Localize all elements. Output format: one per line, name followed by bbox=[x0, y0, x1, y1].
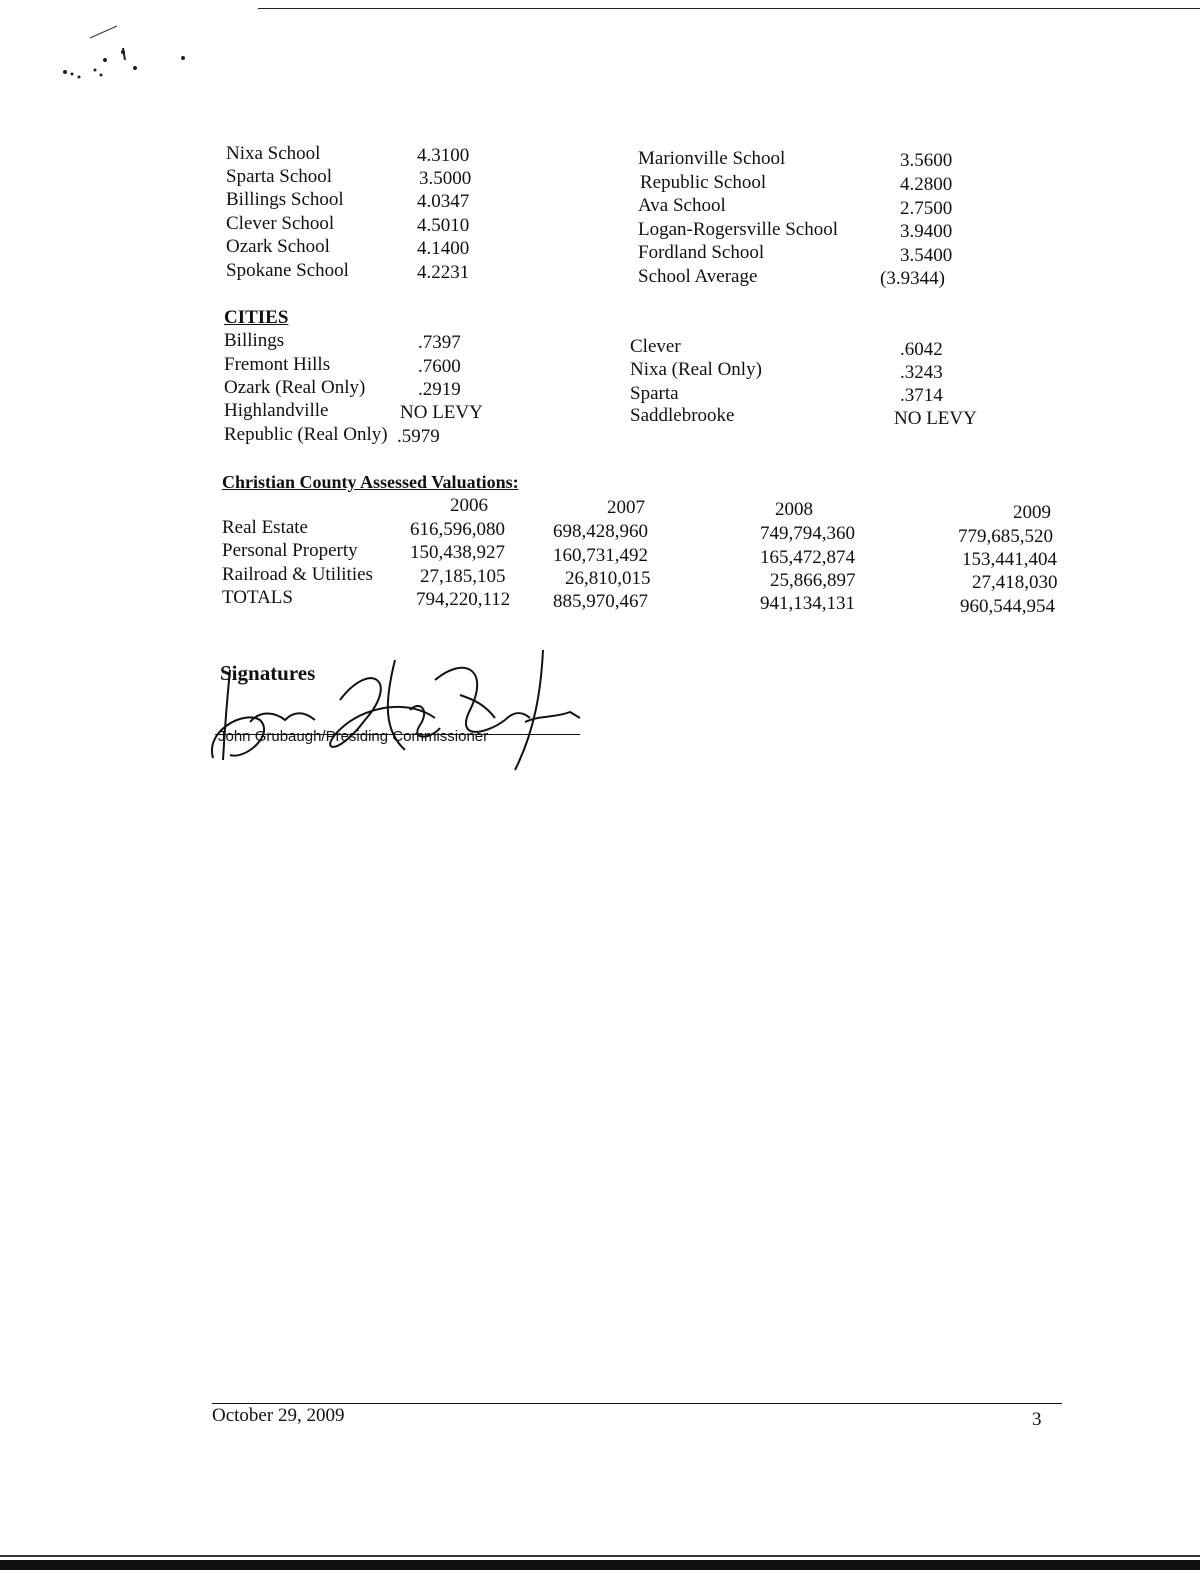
table-cell: 27,185,105 bbox=[420, 566, 506, 587]
school-name: Clever School bbox=[226, 213, 335, 234]
school-rate: 4.1400 bbox=[417, 238, 470, 259]
scan-edge-band bbox=[0, 1560, 1200, 1570]
top-rule bbox=[258, 8, 1200, 9]
school-rate: 3.5000 bbox=[419, 168, 472, 189]
table-cell: 616,596,080 bbox=[410, 519, 505, 540]
city-name: Highlandville bbox=[224, 400, 329, 421]
city-name: Saddlebrooke bbox=[630, 405, 735, 426]
table-cell: 160,731,492 bbox=[553, 545, 648, 566]
table-cell: 749,794,360 bbox=[760, 523, 855, 544]
table-cell: 698,428,960 bbox=[553, 521, 648, 542]
school-name: Ozark School bbox=[226, 236, 330, 257]
table-cell: 885,970,467 bbox=[553, 591, 648, 612]
school-name: Sparta School bbox=[226, 166, 333, 187]
school-name: Logan-Rogersville School bbox=[638, 219, 838, 240]
table-cell: 794,220,112 bbox=[416, 589, 511, 610]
school-name: Republic School bbox=[640, 172, 767, 193]
row-label: TOTALS bbox=[222, 587, 293, 608]
valuations-heading: Christian County Assessed Valuations: bbox=[222, 472, 519, 492]
city-rate: .7600 bbox=[418, 356, 461, 377]
school-rate: 3.5600 bbox=[900, 150, 953, 171]
school-rate: (3.9344) bbox=[880, 268, 945, 289]
city-rate: .7397 bbox=[418, 332, 461, 353]
table-cell: 779,685,520 bbox=[958, 526, 1053, 547]
school-name: School Average bbox=[638, 266, 758, 287]
school-rate: 4.3100 bbox=[417, 145, 470, 166]
row-label: Personal Property bbox=[222, 540, 358, 561]
city-name: Billings bbox=[224, 330, 285, 351]
scan-edge-line bbox=[0, 1555, 1200, 1557]
table-cell: 26,810,015 bbox=[565, 568, 651, 589]
table-cell: 27,418,030 bbox=[972, 572, 1058, 593]
city-name: Republic (Real Only) bbox=[224, 424, 388, 445]
signature-caption: John Grubaugh/Presiding Commissioner bbox=[218, 728, 489, 745]
school-name: Marionville School bbox=[638, 148, 786, 169]
school-rate: 4.0347 bbox=[417, 191, 470, 212]
school-name: Fordland School bbox=[638, 242, 765, 263]
row-label: Real Estate bbox=[222, 517, 308, 538]
city-rate: .6042 bbox=[900, 339, 943, 360]
city-rate: .3714 bbox=[900, 385, 943, 406]
table-cell: 165,472,874 bbox=[760, 547, 855, 568]
city-rate: NO LEVY bbox=[400, 402, 483, 423]
year-header: 2006 bbox=[450, 495, 488, 516]
city-rate: .2919 bbox=[418, 379, 461, 400]
city-name: Clever bbox=[630, 336, 681, 357]
city-rate: NO LEVY bbox=[894, 408, 977, 429]
school-rate: 3.9400 bbox=[900, 221, 953, 242]
signatures-heading: Signatures bbox=[220, 661, 316, 685]
row-label: Railroad & Utilities bbox=[222, 564, 373, 585]
school-rate: 3.5400 bbox=[900, 245, 953, 266]
table-cell: 960,544,954 bbox=[960, 596, 1055, 617]
footer-date: October 29, 2009 bbox=[212, 1405, 345, 1426]
scan-specks bbox=[55, 20, 195, 90]
year-header: 2008 bbox=[775, 499, 813, 520]
footer-rule bbox=[212, 1403, 1062, 1404]
school-rate: 4.2800 bbox=[900, 174, 953, 195]
table-cell: 25,866,897 bbox=[770, 570, 856, 591]
school-rate: 4.5010 bbox=[417, 215, 470, 236]
handwritten-signature bbox=[205, 640, 585, 780]
table-cell: 150,438,927 bbox=[410, 542, 505, 563]
city-name: Ozark (Real Only) bbox=[224, 377, 366, 398]
year-header: 2009 bbox=[1013, 502, 1051, 523]
school-name: Billings School bbox=[226, 189, 344, 210]
city-rate: .5979 bbox=[397, 426, 440, 447]
city-rate: .3243 bbox=[900, 362, 943, 383]
school-name: Ava School bbox=[638, 195, 726, 216]
table-cell: 153,441,404 bbox=[962, 549, 1057, 570]
school-name: Nixa School bbox=[226, 143, 321, 164]
year-header: 2007 bbox=[607, 497, 645, 518]
city-name: Sparta bbox=[630, 383, 679, 404]
city-name: Fremont Hills bbox=[224, 354, 331, 375]
school-rate: 2.7500 bbox=[900, 198, 953, 219]
school-name: Spokane School bbox=[226, 260, 349, 281]
city-name: Nixa (Real Only) bbox=[630, 359, 762, 380]
school-rate: 4.2231 bbox=[417, 262, 470, 283]
table-cell: 941,134,131 bbox=[760, 593, 855, 614]
page-number: 3 bbox=[1032, 1409, 1042, 1430]
cities-heading: CITIES bbox=[224, 307, 289, 328]
